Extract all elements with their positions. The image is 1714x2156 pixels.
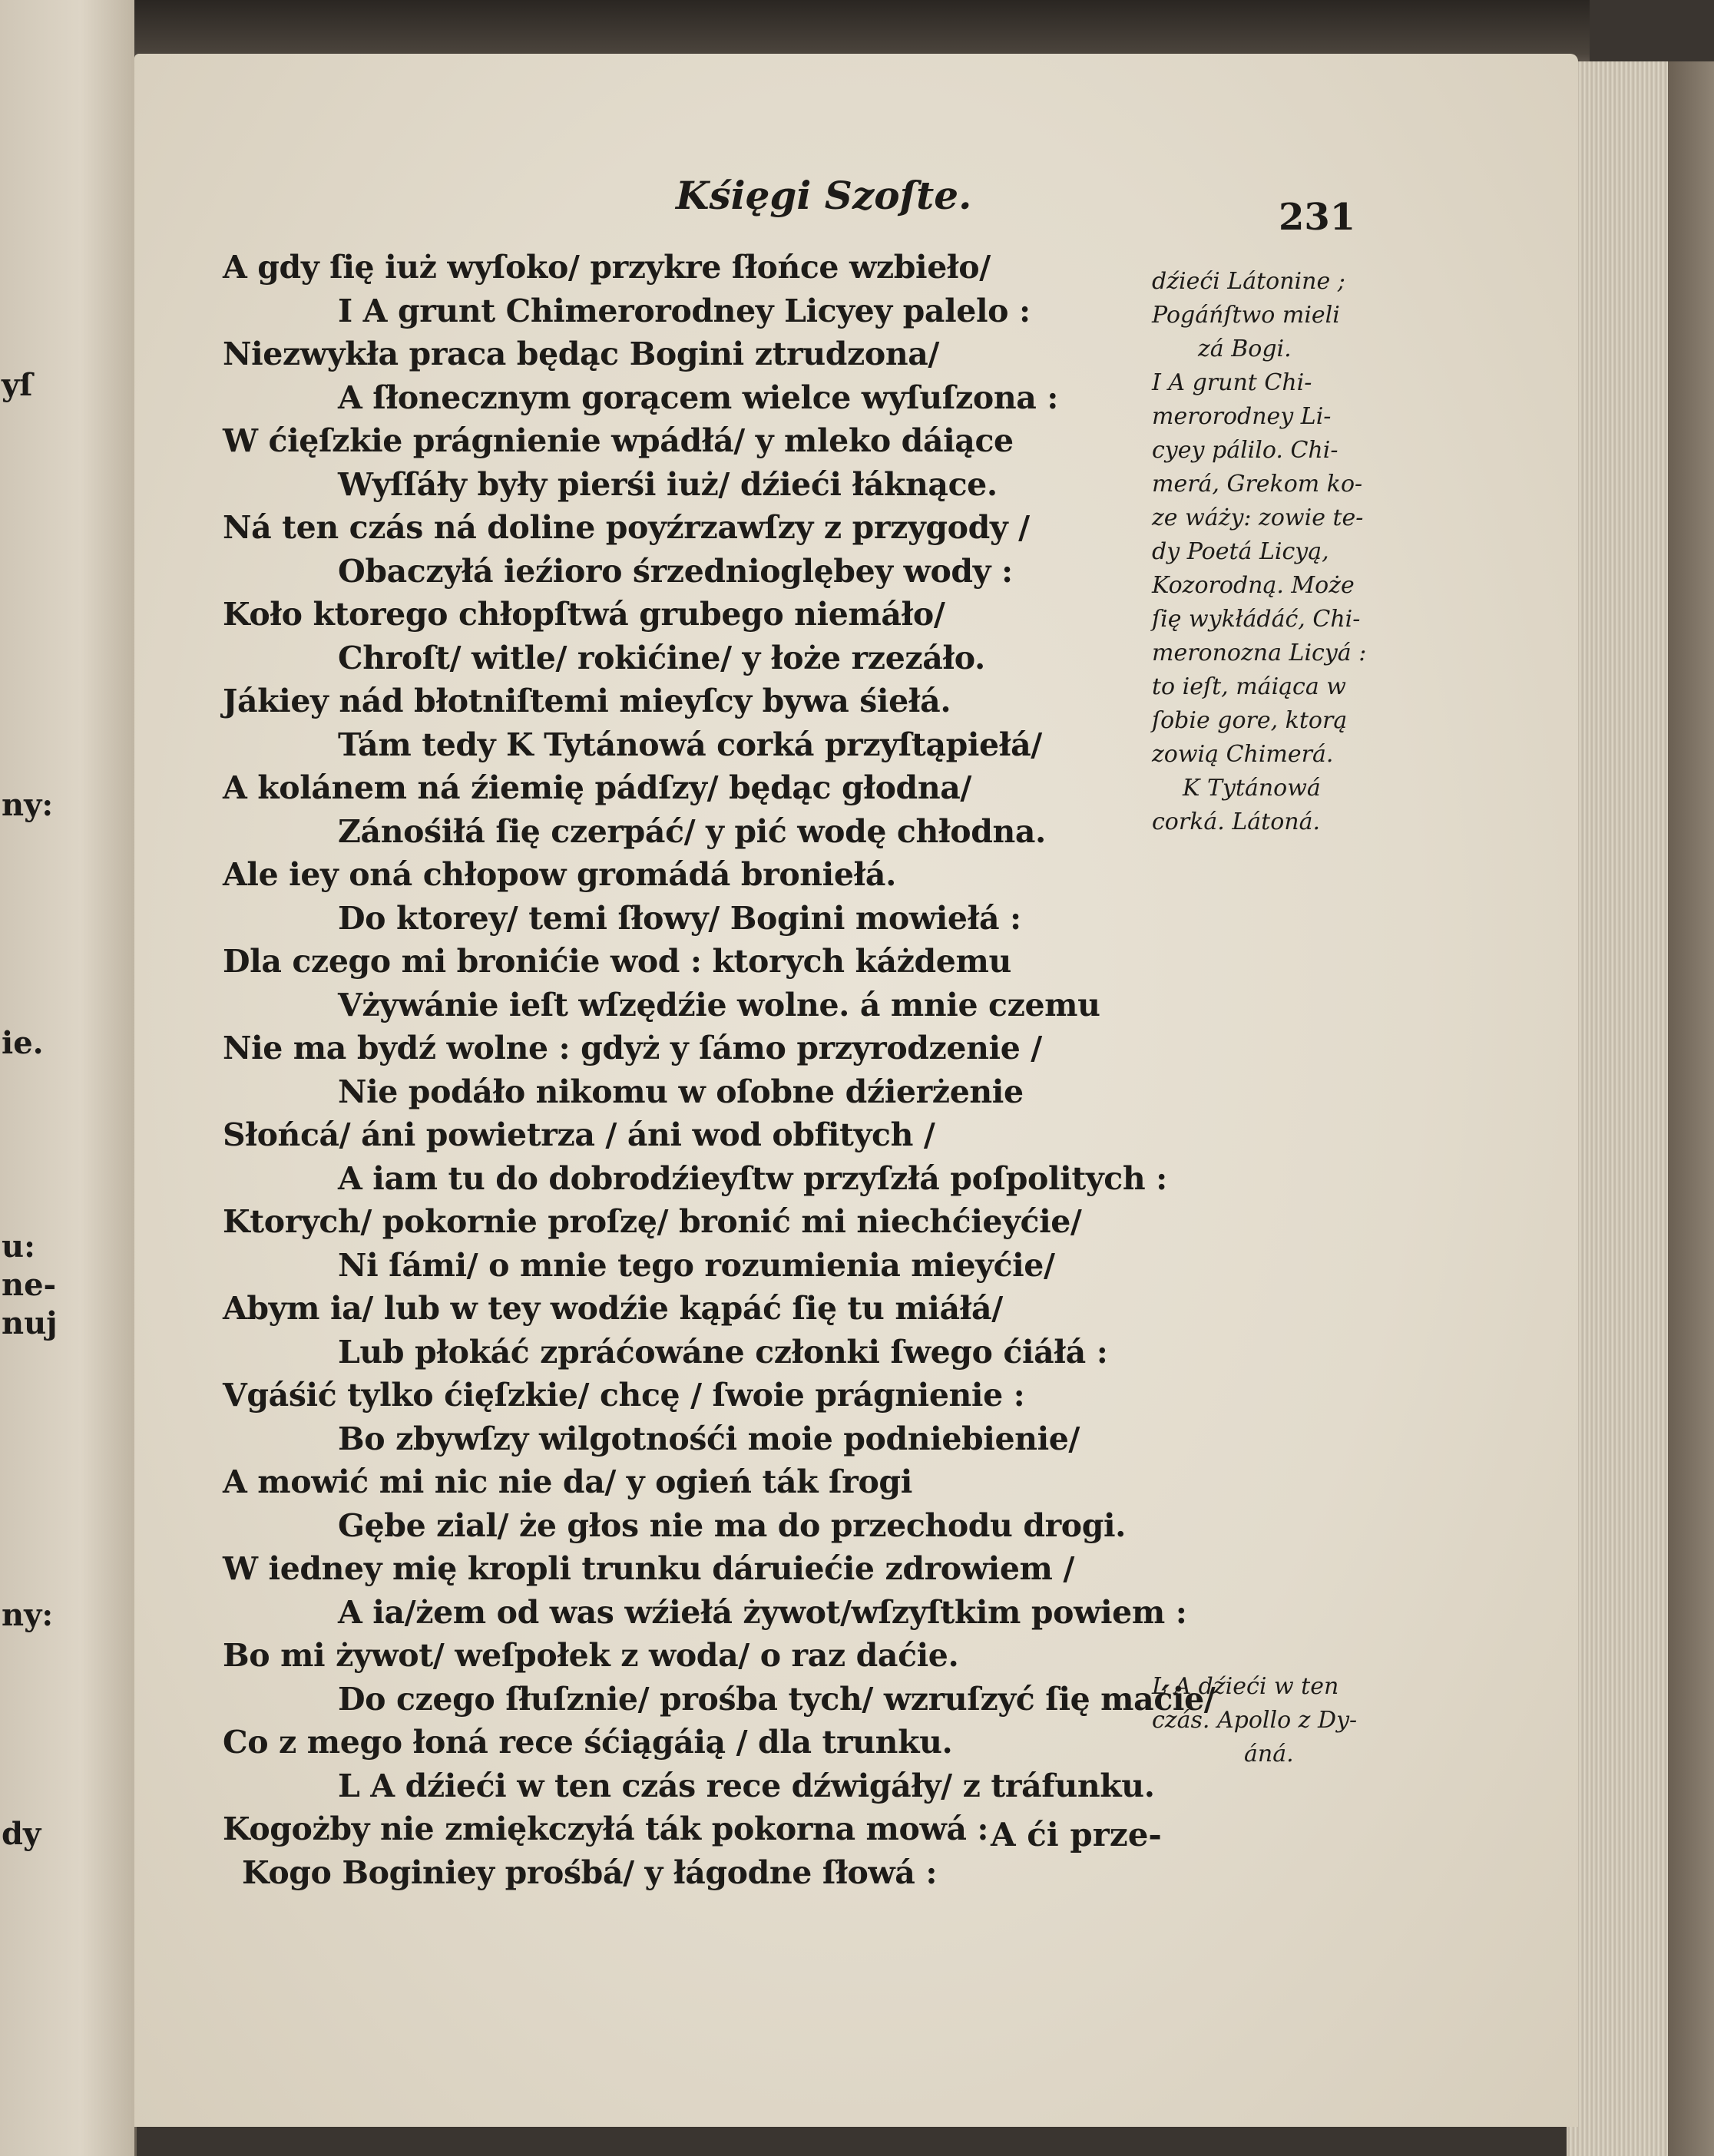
left-page-edge bbox=[0, 0, 137, 2156]
binding-strip bbox=[1668, 61, 1714, 2156]
verse-line: A mowić mi nic nie da/ y ogień ták ſrogi bbox=[223, 1463, 912, 1500]
left-fragment: u: bbox=[2, 1228, 35, 1265]
gloss-line: to ieſt, máiąca w bbox=[1152, 673, 1346, 700]
page-number: 231 bbox=[1279, 196, 1356, 239]
margin-gloss bbox=[1152, 265, 1382, 839]
verse-line: Ale iey oná chłopow gromádá broniełá. bbox=[223, 856, 896, 893]
running-title: Kśięgi Szoſte. bbox=[676, 173, 972, 218]
gloss-line: Pogáńſtwo mieli bbox=[1152, 302, 1340, 329]
gloss-line: czás. Apollo z Dy- bbox=[1152, 1707, 1358, 1734]
gloss-line: I A grunt Chi- bbox=[1152, 369, 1312, 396]
left-fragment: ne- bbox=[2, 1267, 57, 1303]
left-fragment: ie. bbox=[2, 1025, 44, 1061]
verse-line: Co z mego łoná rece śćiągáią / dla trunku. bbox=[223, 1724, 953, 1761]
margin-gloss bbox=[1152, 1670, 1382, 1771]
gloss-line: cyey pálilo. Chi- bbox=[1152, 437, 1338, 464]
gloss-line: ze wáży: zowie te- bbox=[1152, 504, 1364, 531]
verse-line: Kogo Boginiey prośbá/ y łágodne ſłowá : bbox=[242, 1853, 938, 1891]
verse-line: Kogożby nie zmiękczyłá ták pokorna mowá : bbox=[223, 1810, 989, 1847]
gloss-line: dy Poetá Licyą, bbox=[1152, 538, 1329, 565]
verse-line: W ćięſzkie prágnienie wpádłá/ y mleko dáiące bbox=[223, 422, 1014, 459]
gloss-line: corká. Látoná. bbox=[1152, 808, 1321, 835]
gloss-line: dźieći Látonine ; bbox=[1152, 268, 1345, 295]
verse-line: Nie podáło nikomu w oſobne dźierżenie bbox=[338, 1073, 1024, 1110]
verse-line: Vgáśić tylko ćięſzkie/ chcę / ſwoie prágnienie : bbox=[223, 1377, 1025, 1414]
gloss-line: zowią Chimerá. bbox=[1152, 741, 1334, 768]
verse-line: Koło ktorego chłopſtwá grubego niemáło/ bbox=[223, 596, 945, 633]
verse-line: Ni ſámi/ o mnie tego rozumienia mieyćie/ bbox=[338, 1246, 1055, 1284]
verse-line: Bo mi żywot/ weſpołek z woda/ o raz daćie. bbox=[223, 1637, 959, 1674]
verse-text bbox=[223, 246, 1216, 1894]
gloss-line: áná. bbox=[1244, 1741, 1294, 1767]
verse-line: Do ktorey/ temi ſłowy/ Bogini mowiełá : bbox=[338, 899, 1021, 937]
verse-line: Bo zbywſzy wilgotnośći moie podniebienie/ bbox=[338, 1420, 1080, 1457]
verse-line: W iedney mię kropli trunku dáruiećie zdrowiem / bbox=[223, 1550, 1074, 1587]
verse-line: Dla czego mi bronićie wod : ktorych káżdemu bbox=[223, 943, 1011, 980]
gloss-line: meronozna Licyá : bbox=[1152, 640, 1367, 666]
verse-line: Do czego ſłuſznie/ prośba tych/ wzruſzyć ſię maćie/ bbox=[338, 1680, 1216, 1718]
verse-line: A gdy ſię iuż wyſoko/ przykre ſłońce wzbieło/ bbox=[223, 249, 991, 286]
verse-line: Gębe zial/ że głos nie ma do przechodu drogi. bbox=[338, 1506, 1127, 1544]
verse-line: Ná ten czás ná doline poyźrzawſzy z przygody / bbox=[223, 509, 1030, 546]
left-fragment: ny: bbox=[2, 787, 54, 823]
verse-line: Tám tedy K Tytánowá corká przyſtąpiełá/ bbox=[338, 726, 1042, 763]
gloss-line: merorodney Li- bbox=[1152, 403, 1332, 430]
gloss-line: merá, Grekom ko- bbox=[1152, 471, 1363, 498]
verse-line: A ia/żem od was wźiełá żywot/wſzyſtkim powiem : bbox=[338, 1593, 1187, 1631]
left-fragment: dy bbox=[2, 1816, 41, 1852]
verse-line: A iam tu do dobrodźieyſtw przyſzłá poſpolitych : bbox=[338, 1159, 1167, 1197]
verse-line: Ktorych/ pokornie proſzę/ bronić mi niechćieyćie/ bbox=[223, 1203, 1082, 1240]
gloss-line: ſię wykłádáć, Chi- bbox=[1152, 606, 1361, 633]
verse-line: Wyſſáły były pierśi iuż/ dźieći łáknące. bbox=[338, 465, 998, 503]
verse-line: Abym ia/ lub w tey wodźie kąpáć ſię tu miáłá/ bbox=[223, 1290, 1003, 1327]
verse-line: Słońcá/ áni powietrza / áni wod obfitych / bbox=[223, 1116, 935, 1153]
gloss-line: zá Bogi. bbox=[1198, 336, 1292, 362]
verse-line: Obaczyłá ieźioro śrzednioglębey wody : bbox=[338, 552, 1013, 590]
gloss-line: L A dźieći w ten bbox=[1152, 1673, 1339, 1700]
verse-line: Vżywánie ieſt wſzędźie wolne. á mnie czemu bbox=[338, 986, 1100, 1023]
verse-line: Nie ma bydź wolne : gdyż y ſámo przyrodzenie / bbox=[223, 1030, 1042, 1066]
gloss-line: K Tytánowá bbox=[1183, 775, 1321, 802]
left-fragment: yſ bbox=[2, 367, 33, 403]
left-fragment: nuj bbox=[2, 1305, 58, 1341]
verse-line: A ſłonecznym gorącem wielce wyſuſzona : bbox=[338, 379, 1059, 416]
verse-line: A kolánem ná źiemię pádſzy/ będąc głodna/ bbox=[223, 769, 971, 806]
verse-line: Jákiey nád błotniſtemi mieyſcy bywa śiełá. bbox=[223, 683, 951, 719]
verse-line: Zánośiłá ſię czerpáć/ y pić wodę chłodna. bbox=[338, 812, 1046, 850]
left-fragment: ny: bbox=[2, 1597, 54, 1633]
verse-line: Niezwykła praca będąc Bogini ztrudzona/ bbox=[223, 336, 940, 372]
gloss-line: ſobie gore, ktorą bbox=[1152, 707, 1348, 734]
verse-line: Chroſt/ witle/ rokićine/ y łoże rzezáło. bbox=[338, 639, 985, 676]
verse-line: I A grunt Chimerorodney Licyey palelo : bbox=[338, 292, 1031, 329]
catchword: A ći prze- bbox=[991, 1816, 1162, 1853]
gloss-line: Kozorodną. Może bbox=[1152, 572, 1355, 599]
page-stack-edge bbox=[1567, 61, 1714, 2156]
verse-line: Lub płokáć zpráćowáne członki ſwego ćiáłá : bbox=[338, 1333, 1108, 1371]
verse-line: L A dźieći w ten czás rece dźwigáły/ z tráfunku. bbox=[338, 1767, 1155, 1804]
